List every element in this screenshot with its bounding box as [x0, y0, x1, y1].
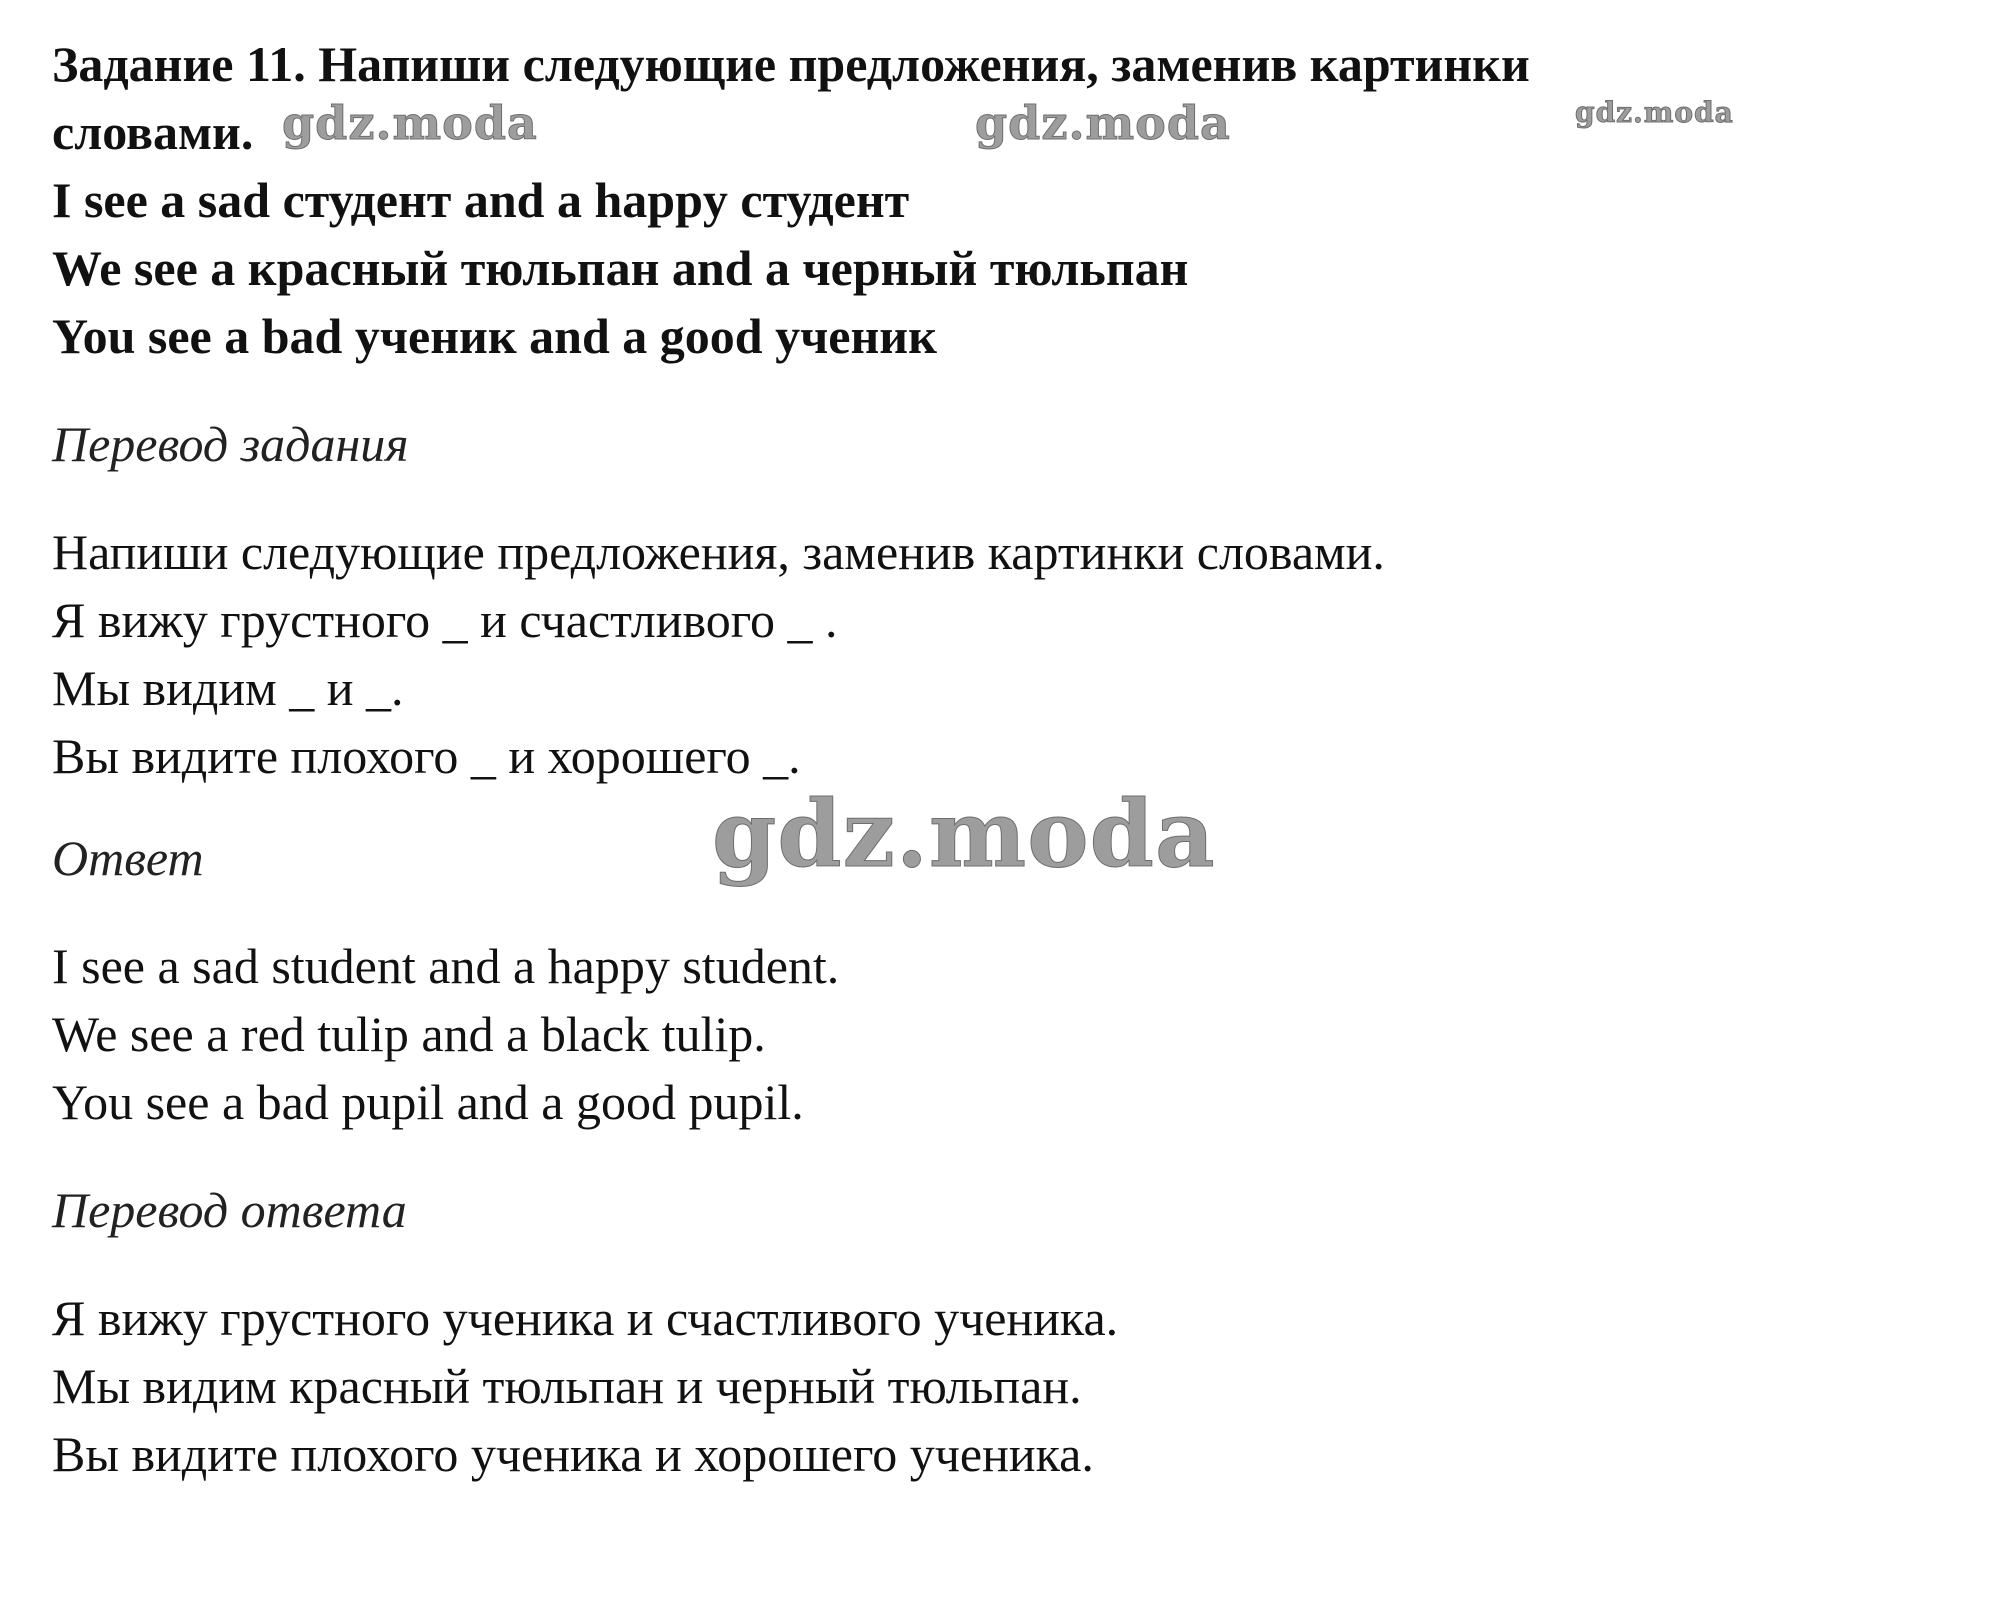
task-sentence: I see a sad студент and a happy студент	[52, 172, 910, 228]
answer-heading: Ответ	[52, 830, 204, 886]
text-line: Напиши следующие предложения, заменив картинки словами.	[52, 524, 1385, 580]
task-title-line-1: Задание 11. Напиши следующие предложения, заменив картинки	[52, 36, 1530, 92]
task-title-line-2: словами.	[52, 104, 254, 160]
watermark: gdz.moda	[282, 96, 538, 150]
answer-text	[52, 932, 1952, 1136]
answer-translation-text	[52, 1284, 1952, 1488]
text-line: Вы видите плохого _ и хорошего _.	[52, 728, 801, 784]
watermark: gdz.moda	[975, 96, 1231, 150]
answer-translation-heading: Перевод ответа	[52, 1182, 407, 1238]
task-translation-text	[52, 518, 1952, 790]
text-line: Мы видим _ и _.	[52, 660, 404, 716]
task-sentence: We see a красный тюльпан and a черный тюльпан	[52, 240, 1189, 296]
task-sentence: You see a bad ученик and a good ученик	[52, 308, 937, 364]
watermark: gdz.moda	[712, 780, 1216, 888]
text-line: You see a bad pupil and a good pupil.	[52, 1074, 804, 1130]
document-page	[52, 30, 1952, 1488]
text-line: We see a red tulip and a black tulip.	[52, 1006, 766, 1062]
task-sentences	[52, 166, 1952, 370]
text-line: Мы видим красный тюльпан и черный тюльпан.	[52, 1358, 1082, 1414]
text-line: Вы видите плохого ученика и хорошего ученика.	[52, 1426, 1094, 1482]
text-line: Я вижу грустного ученика и счастливого ученика.	[52, 1290, 1119, 1346]
watermark: gdz.moda	[1575, 96, 1734, 129]
task-translation-heading: Перевод задания	[52, 416, 409, 472]
text-line: Я вижу грустного _ и счастливого _ .	[52, 592, 838, 648]
text-line: I see a sad student and a happy student.	[52, 938, 840, 994]
